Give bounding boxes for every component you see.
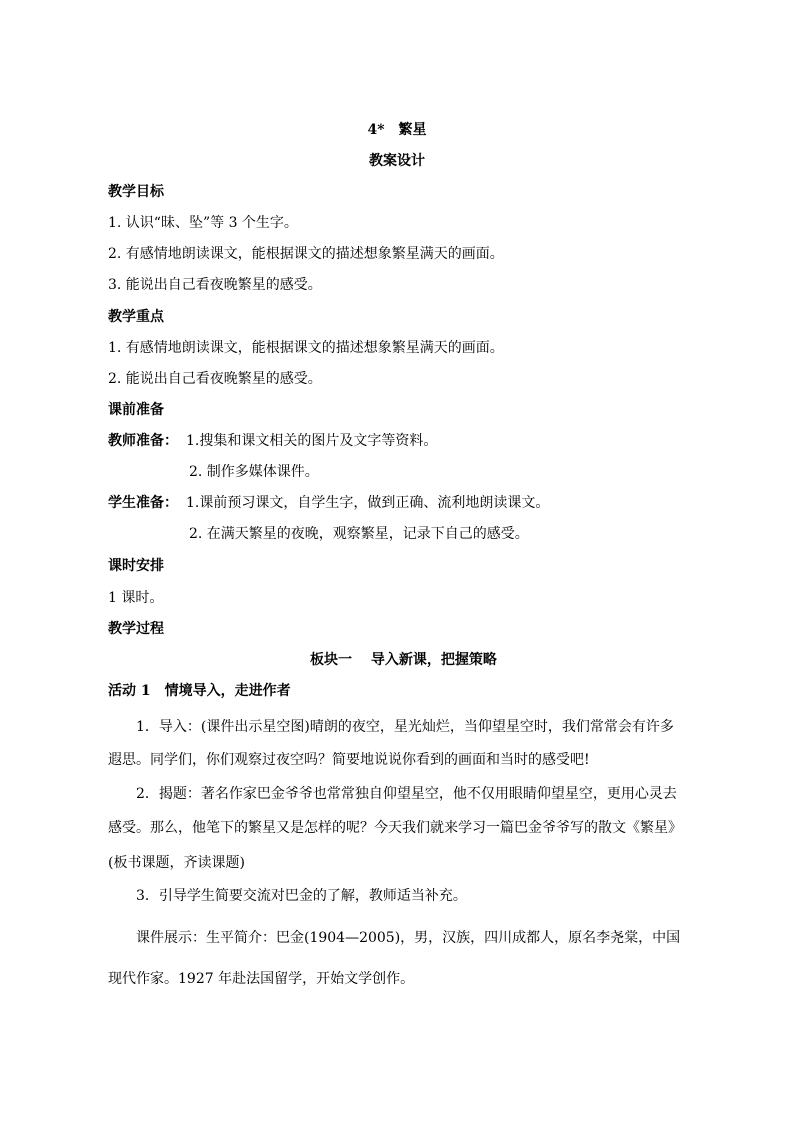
step3-text: 3．引导学生简要交流对巴金的了解，教师适当补充。 [136, 888, 467, 904]
teacher-prep-label: 教师准备： [108, 433, 178, 449]
prep-heading: 课前准备 [108, 402, 164, 418]
teacher-prep-item-1: 1.搜集和课文相关的图片及文字等资料。 [186, 433, 438, 449]
process-heading: 教学过程 [108, 621, 164, 637]
goal-item-1: 1. 认识“昧、坠”等 3 个生字。 [108, 215, 298, 231]
goal-item-2: 2. 有感情地朗读课文，能根据课文的描述想象繁星满天的画面。 [108, 246, 504, 262]
student-prep-label: 学生准备： [108, 495, 178, 511]
step1-line1: 1．导入：(课件出示星空图)晴朗的夜空，星光灿烂，当仰望星空时，我们常常会有许多 [136, 719, 674, 735]
teacher-prep-item-2: 2. 制作多媒体课件。 [189, 464, 319, 480]
block-title: 板块一 导入新课，把握策略 [310, 652, 497, 668]
goal-item-3: 3. 能说出自己看夜晚繁星的感受。 [108, 277, 322, 293]
step2-line3: (板书课题，齐读课题) [108, 855, 245, 871]
courseware-line2: 现代作家。1927 年赴法国留学，开始文学创作。 [108, 971, 415, 987]
student-prep-item-2: 2. 在满天繁星的夜晚，观察繁星，记录下自己的感受。 [189, 526, 529, 542]
lesson-title: 4* 繁星 [367, 122, 427, 138]
goals-heading: 教学目标 [108, 184, 164, 200]
step2-line1: 2．揭题：著名作家巴金爷爷也常常独自仰望星空，他不仅用眼睛仰望星空，更用心灵去 [136, 786, 677, 802]
step2-line2: 感受。那么，他笔下的繁星又是怎样的呢？今天我们就来学习一篇巴金爷爷写的散文《繁星》 [108, 820, 682, 836]
activity-title: 活动 1 情境导入，走进作者 [108, 683, 291, 699]
key-points-heading: 教学重点 [108, 309, 164, 325]
key-point-item-2: 2. 能说出自己看夜晚繁星的感受。 [108, 371, 322, 387]
courseware-line1: 课件展示：生平简介：巴金(1904—2005)，男，汉族，四川成都人，原名李尧棠，中国 [136, 930, 681, 946]
student-prep-item-1: 1.课前预习课文，自学生字，做到正确、流利地朗读课文。 [186, 495, 550, 511]
schedule-text: 1 课时。 [108, 590, 164, 606]
document-subtitle: 教案设计 [369, 153, 425, 169]
key-point-item-1: 1. 有感情地朗读课文，能根据课文的描述想象繁星满天的画面。 [108, 340, 504, 356]
step1-line2: 遐思。同学们，你们观察过夜空吗？简要地说说你看到的画面和当时的感受吧! [108, 752, 590, 768]
schedule-heading: 课时安排 [108, 558, 164, 574]
